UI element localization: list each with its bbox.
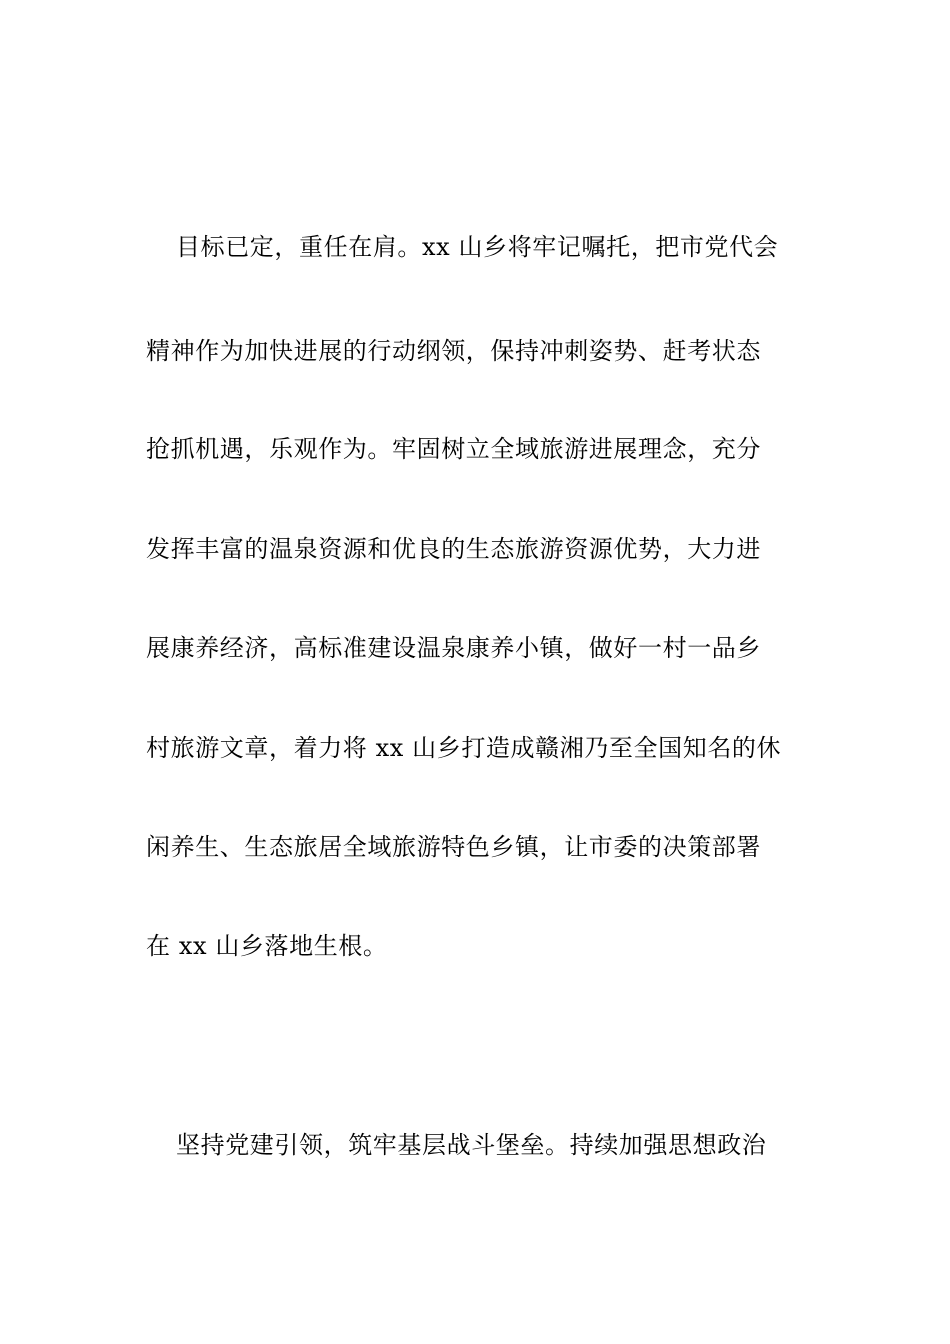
paragraph-line: 发挥丰富的温泉资源和优良的生态旅游资源优势，大力进 (146, 535, 761, 563)
paragraph-line: 精神作为加快进展的行动纲领，保持冲刺姿势、赶考状态 (146, 337, 761, 365)
paragraph-line: 在 xx 山乡落地生根。 (146, 932, 388, 960)
paragraph-line: 展康养经济，高标准建设温泉康养小镇，做好一村一品乡 (146, 634, 761, 662)
paragraph-line: 抢抓机遇，乐观作为。牢固树立全域旅游进展理念，充分 (146, 435, 761, 463)
paragraph-line: 坚持党建引领，筑牢基层战斗堡垒。持续加强思想政治 (176, 1131, 767, 1159)
paragraph-line: 目标已定，重任在肩。xx 山乡将牢记嘱托，把市党代会 (176, 233, 779, 261)
paragraph-line: 村旅游文章，着力将 xx 山乡打造成赣湘乃至全国知名的休 (146, 734, 782, 762)
paragraph-line: 闲养生、生态旅居全域旅游特色乡镇，让市委的决策部署 (146, 833, 761, 861)
